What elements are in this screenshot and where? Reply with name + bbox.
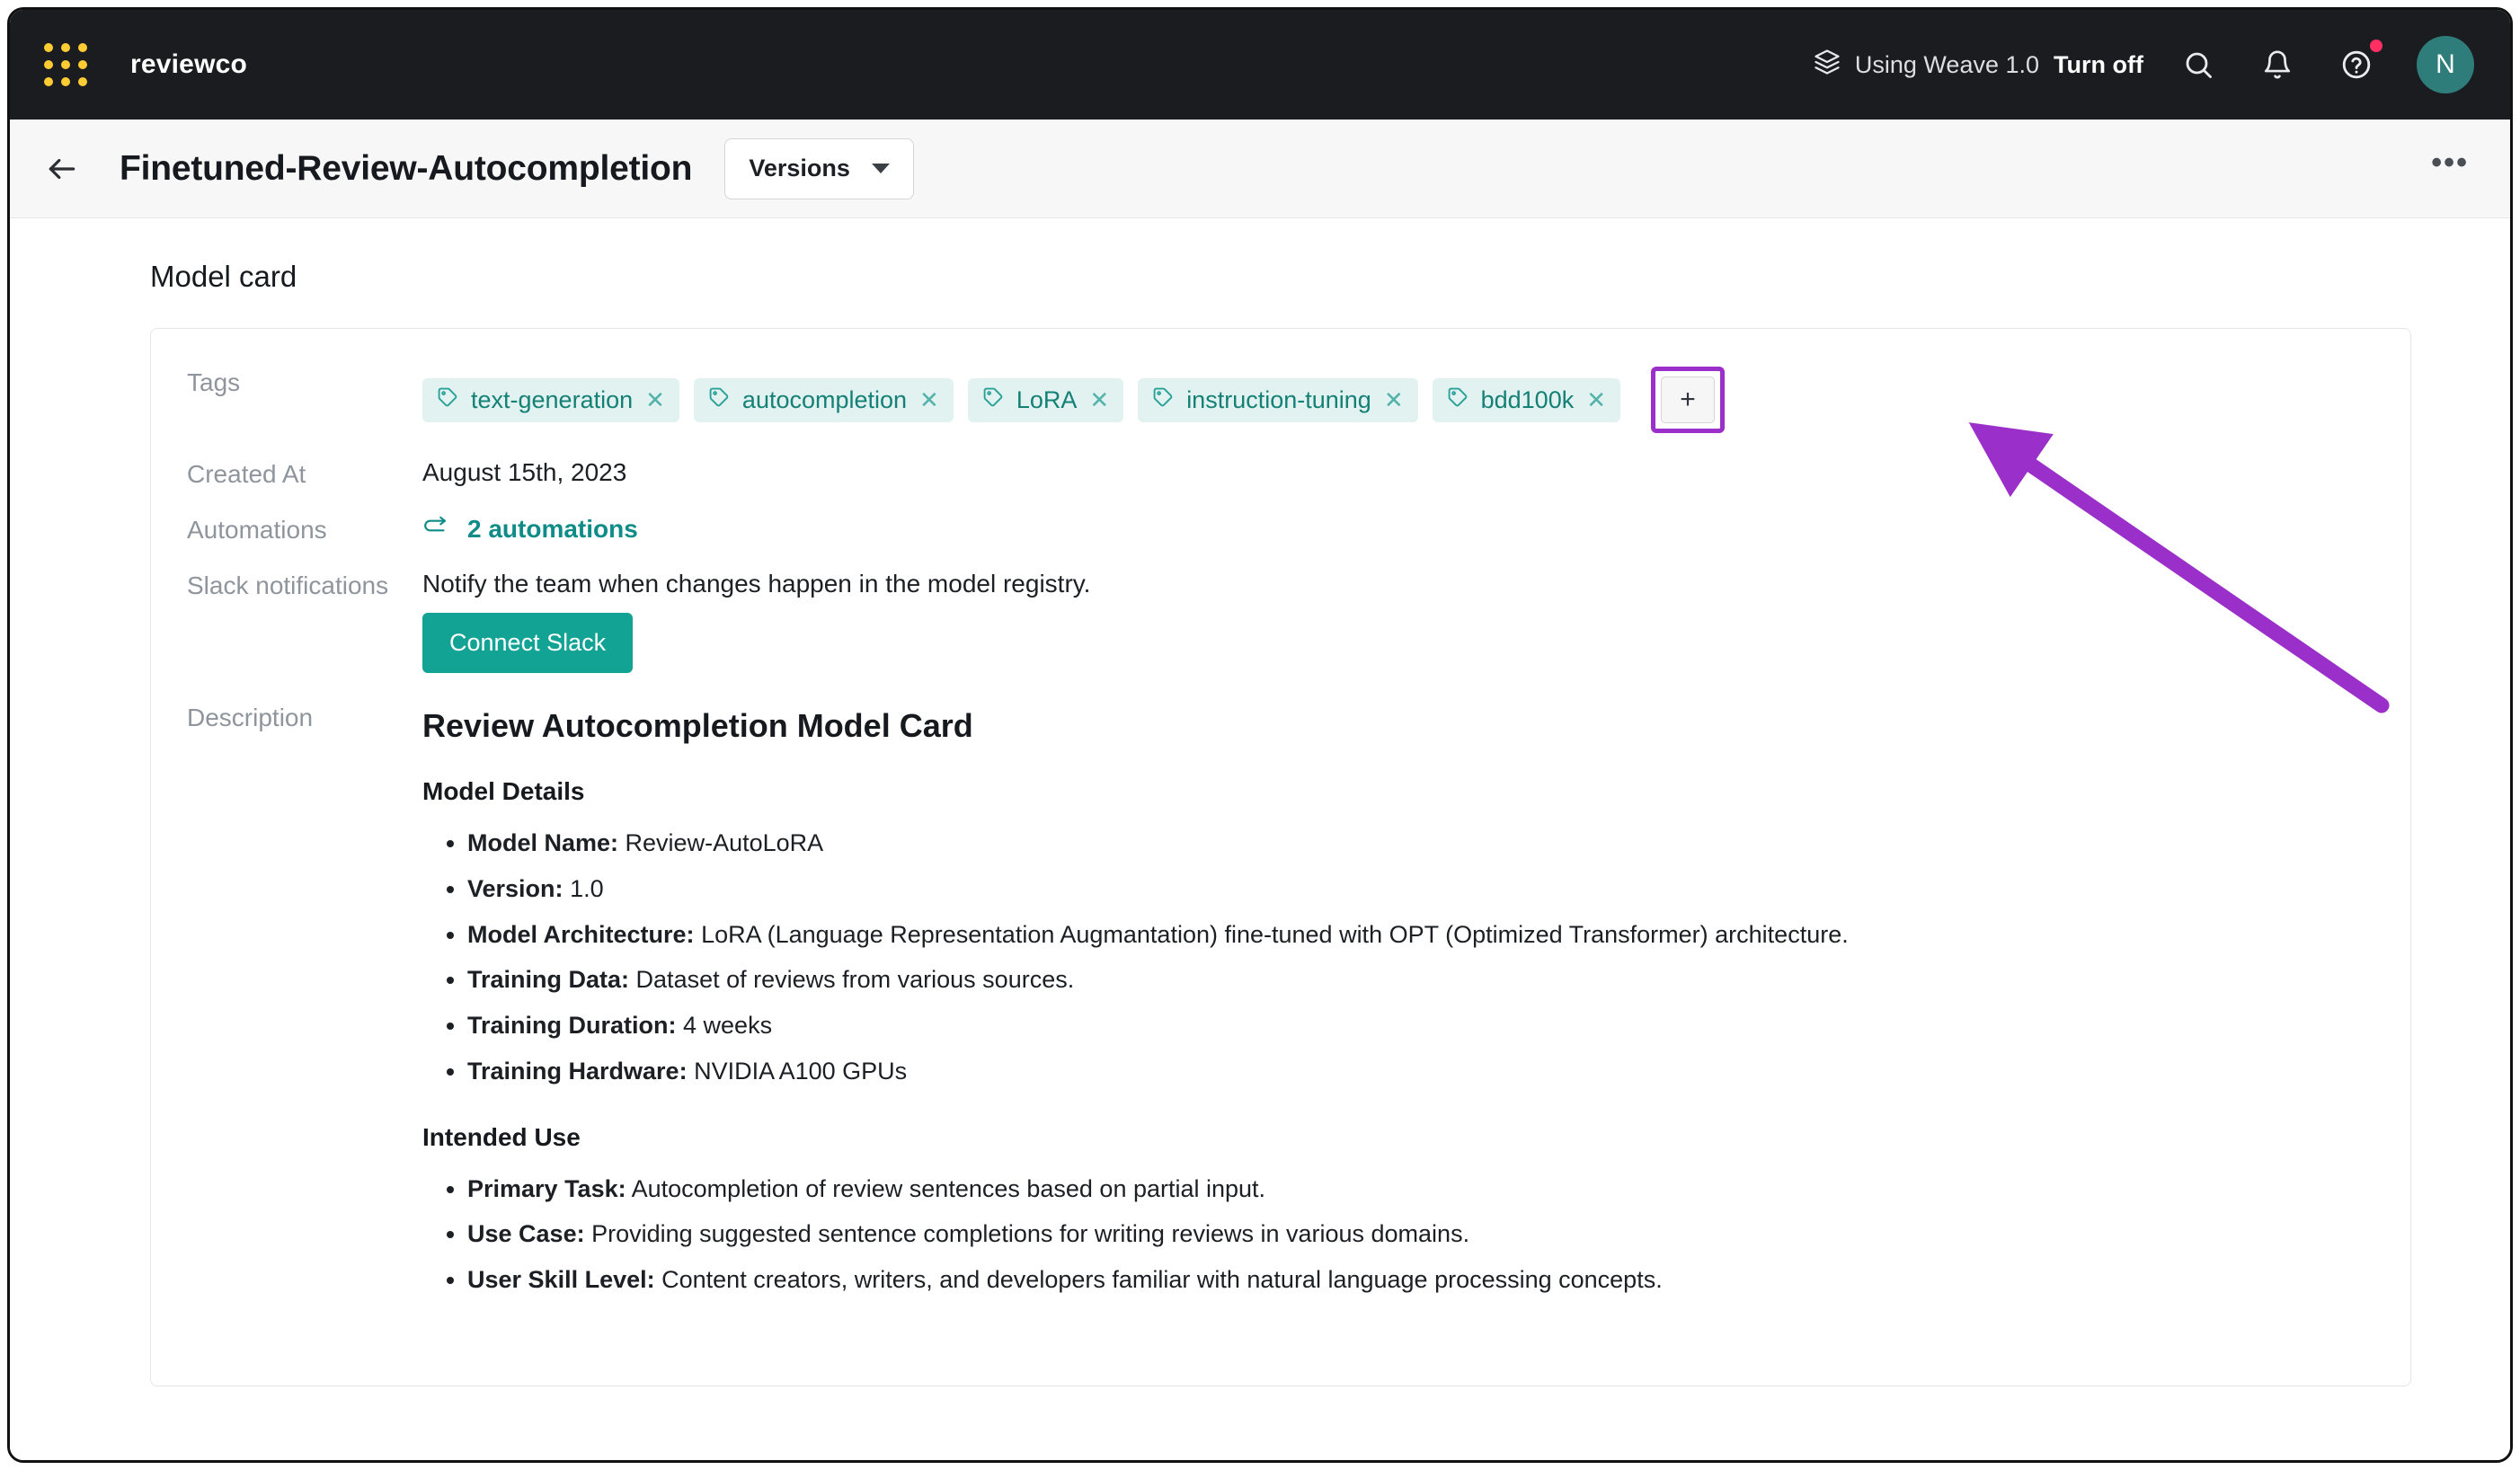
weave-status-chip[interactable] bbox=[1814, 49, 2143, 82]
versions-label: Versions bbox=[749, 155, 850, 182]
list-item bbox=[467, 966, 2374, 994]
created-at-value: August 15th, 2023 bbox=[422, 458, 627, 486]
app-window bbox=[7, 7, 2513, 1463]
tag-label: instruction-tuning bbox=[1186, 385, 1371, 413]
list-item-term: Version: bbox=[467, 874, 563, 902]
top-navigation-bar bbox=[10, 10, 2510, 120]
list-item-detail: 4 weeks bbox=[683, 1012, 773, 1040]
tag-label: bdd100k bbox=[1480, 385, 1575, 413]
list-item-detail: LoRA (Language Representation Augmantation) fine-tuned with OPT (Optimized Transformer) architecture. bbox=[701, 920, 1849, 948]
layers-icon bbox=[1814, 49, 1841, 82]
created-at-row bbox=[187, 451, 2374, 489]
list-item bbox=[467, 1266, 2374, 1294]
tag-remove-icon[interactable]: ✕ bbox=[919, 386, 939, 413]
description-value bbox=[422, 695, 2374, 1332]
list-item-detail: NVIDIA A100 GPUs bbox=[694, 1057, 908, 1085]
list-item-detail: Content creators, writers, and developers familiar with natural language processing concepts. bbox=[661, 1266, 1663, 1294]
slack-notifications-label: Slack notifications bbox=[187, 571, 389, 599]
tag-icon bbox=[1447, 386, 1469, 414]
tag-label: text-generation bbox=[471, 385, 634, 413]
slack-notifications-row bbox=[187, 562, 2374, 673]
tag-remove-icon[interactable]: ✕ bbox=[645, 386, 665, 413]
tags-label: Tags bbox=[187, 368, 241, 396]
tag-icon bbox=[437, 386, 458, 414]
created-at-label: Created At bbox=[187, 460, 306, 488]
weave-label: Using Weave 1.0 bbox=[1854, 50, 2040, 78]
list-item-detail: Autocompletion of review sentences based on partial input. bbox=[631, 1174, 1266, 1202]
tag-icon bbox=[1152, 386, 1174, 414]
automations-label: Automations bbox=[187, 516, 327, 544]
automations-count-label: 2 automations bbox=[467, 514, 638, 543]
page-title: Finetuned-Review-Autocompletion bbox=[120, 148, 693, 188]
list-item-term: Model Name: bbox=[467, 829, 619, 856]
tag-chip[interactable] bbox=[1433, 378, 1620, 422]
automation-arrow-icon bbox=[422, 514, 451, 544]
list-item bbox=[467, 829, 2374, 857]
list-item bbox=[467, 1175, 2374, 1203]
automations-value bbox=[422, 507, 2374, 544]
list-item-term: User Skill Level: bbox=[467, 1266, 655, 1294]
description-row bbox=[187, 695, 2374, 1332]
list-item-term: Model Architecture: bbox=[467, 920, 695, 948]
list-item-detail: 1.0 bbox=[570, 874, 604, 902]
connect-slack-button[interactable]: Connect Slack bbox=[422, 613, 633, 673]
description-title: Review Autocompletion Model Card bbox=[422, 707, 973, 744]
tag-chip[interactable] bbox=[1138, 378, 1417, 422]
slack-description-text: Notify the team when changes happen in the model registry. bbox=[422, 570, 1091, 598]
description-section-heading: Intended Use bbox=[422, 1122, 581, 1151]
list-item bbox=[467, 875, 2374, 903]
tag-remove-icon[interactable]: ✕ bbox=[1586, 386, 1607, 413]
chevron-down-icon bbox=[872, 164, 890, 173]
tag-list bbox=[422, 367, 2374, 433]
description-section-heading: Model Details bbox=[422, 777, 585, 805]
model-card-panel bbox=[150, 328, 2411, 1386]
tag-chip[interactable] bbox=[422, 378, 679, 422]
tags-row bbox=[187, 359, 2374, 433]
tag-chip[interactable] bbox=[968, 378, 1123, 422]
back-arrow-icon[interactable] bbox=[37, 144, 87, 194]
list-item-term: Training Data: bbox=[467, 966, 630, 994]
list-item bbox=[467, 1058, 2374, 1085]
topbar-right-group bbox=[1814, 36, 2474, 93]
slack-notifications-value bbox=[422, 562, 2374, 673]
weave-turn-off-button[interactable]: Turn off bbox=[2054, 50, 2143, 78]
automations-link[interactable] bbox=[422, 514, 638, 544]
list-item-term: Primary Task: bbox=[467, 1174, 626, 1202]
list-item bbox=[467, 921, 2374, 949]
tag-label: LoRA bbox=[1016, 385, 1078, 413]
list-item-term: Training Duration: bbox=[467, 1012, 677, 1040]
overflow-menu-button[interactable]: ••• bbox=[2431, 146, 2469, 180]
tags-value bbox=[422, 359, 2374, 433]
content-inner bbox=[10, 260, 2510, 1386]
tag-chip[interactable] bbox=[694, 378, 954, 422]
page-header bbox=[10, 120, 2510, 218]
notification-dot bbox=[2370, 40, 2382, 52]
tag-label: autocompletion bbox=[741, 385, 908, 413]
add-tag-highlight bbox=[1651, 367, 1725, 433]
list-item bbox=[467, 1012, 2374, 1040]
wandb-logo-icon[interactable] bbox=[42, 41, 89, 88]
tag-remove-icon[interactable]: ✕ bbox=[1383, 386, 1404, 413]
list-item-detail: Providing suggested sentence completions for writing reviews in various domains. bbox=[591, 1220, 1470, 1248]
model-details-list bbox=[422, 829, 2374, 1085]
automations-row bbox=[187, 507, 2374, 545]
help-circle-icon[interactable] bbox=[2332, 40, 2381, 89]
list-item-detail: Review-AutoLoRA bbox=[625, 829, 824, 856]
list-item bbox=[467, 1220, 2374, 1248]
search-icon[interactable] bbox=[2174, 40, 2223, 89]
list-item-term: Training Hardware: bbox=[467, 1057, 688, 1085]
bell-icon[interactable] bbox=[2253, 40, 2302, 89]
entity-name[interactable]: reviewco bbox=[130, 49, 248, 79]
model-card-heading: Model card bbox=[150, 260, 297, 293]
list-item-term: Use Case: bbox=[467, 1220, 585, 1248]
tag-remove-icon[interactable]: ✕ bbox=[1089, 386, 1110, 413]
main-content bbox=[10, 218, 2510, 1460]
versions-dropdown-button[interactable] bbox=[724, 138, 914, 199]
list-item-detail: Dataset of reviews from various sources. bbox=[635, 966, 1075, 994]
tag-icon bbox=[982, 386, 1004, 414]
tag-icon bbox=[708, 386, 730, 414]
description-label: Description bbox=[187, 704, 314, 731]
avatar[interactable]: N bbox=[2417, 36, 2474, 93]
add-tag-button[interactable]: + bbox=[1661, 376, 1715, 423]
intended-use-list bbox=[422, 1175, 2374, 1294]
